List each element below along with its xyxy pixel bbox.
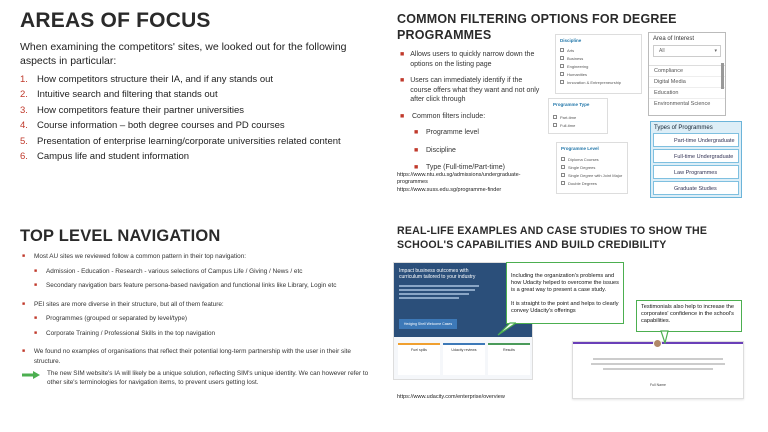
discipline-filter-panel [555,34,642,94]
hero-title: Impact business outcomes with curriculum tailored to your industry [399,268,476,280]
list-item: 6. Campus life and student information [20,151,190,163]
filtering-url-1[interactable]: https://www.ntu.edu.sg/admissions/undergraduate-programmes [397,172,521,185]
area-of-interest-select[interactable]: All ▾ [653,45,721,57]
callout-pointer [660,330,674,344]
list-item: 5. Presentation of enterprise learning/corporate universities related content [20,135,341,147]
filtering-url-2[interactable]: https://www.suss.edu.sg/programme-finder [397,187,502,193]
chevron-down-icon: ▾ [714,48,717,54]
type-option[interactable]: Full-time Undergraduate [653,149,739,163]
discipline-option[interactable]: Humanities [560,70,637,78]
programme-level-option[interactable]: Single Degree with Joint Major [561,171,623,179]
list-item: 3. How competitors feature their partner universities [20,104,244,116]
focus-list [20,72,380,164]
area-option[interactable]: Education [649,88,725,99]
programme-level-option[interactable]: Double Degrees [561,179,623,187]
filtering-title: COMMON FILTERING OPTIONS FOR DEGREE PROGRAMMES [397,12,677,42]
type-option[interactable]: Part-time Undergraduate [653,133,739,147]
hero-button[interactable]: Hedging Shell Welcome Cases [399,319,457,329]
testimonial-screenshot [572,341,744,399]
type-option[interactable]: Law Programmes [653,165,739,179]
programme-level-panel [556,142,628,194]
discipline-option[interactable]: Business [560,54,637,62]
case-card[interactable]: Udacity reviews [443,343,485,375]
case-card[interactable]: Results [488,343,530,375]
focus-intro: When examining the competitors' sites, we looked out for the following aspects in particular: [20,41,347,67]
area-option[interactable]: Compliance [649,66,725,77]
programme-type-panel [548,98,608,134]
programme-level-heading: Programme Level [561,146,599,151]
cases-title: REAL-LIFE EXAMPLES AND CASE STUDIES TO SHOW THE SCHOOL'S CAPABILITIES AND BUILD CREDIBILITY [397,225,708,251]
case-study-callout: Including the organization's problems and how Udacity helped to overcome the issues is a great way to present a case study. It is straight to the point and helps to clearly convey Udacity's offerings [506,262,624,324]
programme-type-option[interactable]: Part-time [553,113,603,121]
area-option[interactable]: Digital Media [649,77,725,88]
types-heading: Types of Programmes [654,125,713,131]
nav-title: TOP LEVEL NAVIGATION [20,227,221,245]
area-option[interactable]: Environmental Science [654,101,711,107]
discipline-option[interactable]: Engineering [560,62,637,70]
case-card[interactable]: Fuel spills [398,343,440,375]
discipline-heading: Discipline [560,38,582,43]
arrow-right-icon [22,371,40,379]
cases-url[interactable]: https://www.udacity.com/enterprise/overview [397,394,505,400]
scrollbar[interactable] [721,63,724,89]
types-of-programmes-panel [650,121,742,198]
testimonial-callout: Testimonials also help to increase the corporates' confidence in the school's capabilities. [636,300,742,332]
list-item: 4. Course information – both degree courses and PD courses [20,120,285,132]
programme-level-option[interactable]: Single Degrees [561,163,623,171]
filtering-bullets: ■ Allows users to quickly narrow down the options on the listing page ■ Users can immediately identify if the course offers what they want and not only after click through ■ Common filters include: ■ Programme level ■ Discipline ■ Type (Full-time/Part-time) [400,51,540,171]
testimonial-name: Full Name [650,383,666,387]
list-item: 2. Intuitive search and filtering that stands out [20,89,218,101]
callout-pointer [496,322,516,336]
discipline-option[interactable]: Innovation & Entrepreneurship [560,78,637,86]
programme-level-option[interactable]: Diploma Courses [561,155,623,163]
programme-type-option[interactable]: Full-time [553,121,603,129]
list-item: 1. How competitors structure their IA, and if any stands out [20,74,274,85]
area-of-interest-heading: Area of Interest [653,36,695,42]
nav-body: ■ Most AU sites we reviewed follow a common pattern in their top navigation: ■ Admission - Education - Research - various selections of Campus Life / Giving / News / etc ■ Secondary navigation bars feature persona-based navigation and functional links like Library, Login etc ■ PEI sites are more diverse in their structure, but all of them feature: ■ Programmes (grouped or separated by level/type) ■ Corporate Training / Professional Skills in the top navigation ■ We found no examples of organisations that reflect their potential long-term partnership with the user in their site structure. [22,253,351,365]
discipline-option[interactable]: Arts [560,46,637,54]
area-of-interest-panel [648,32,726,116]
nav-note: The new SIM website's IA will likely be a unique solution, reflecting SIM's unique identity. We can however refer to other site's terminologies for navigation items, to prevent users getting lost. [22,370,372,387]
programme-type-heading: Programme Type [553,102,590,107]
type-option[interactable]: Graduate Studies [653,181,739,195]
focus-title: AREAS OF FOCUS [20,9,211,32]
